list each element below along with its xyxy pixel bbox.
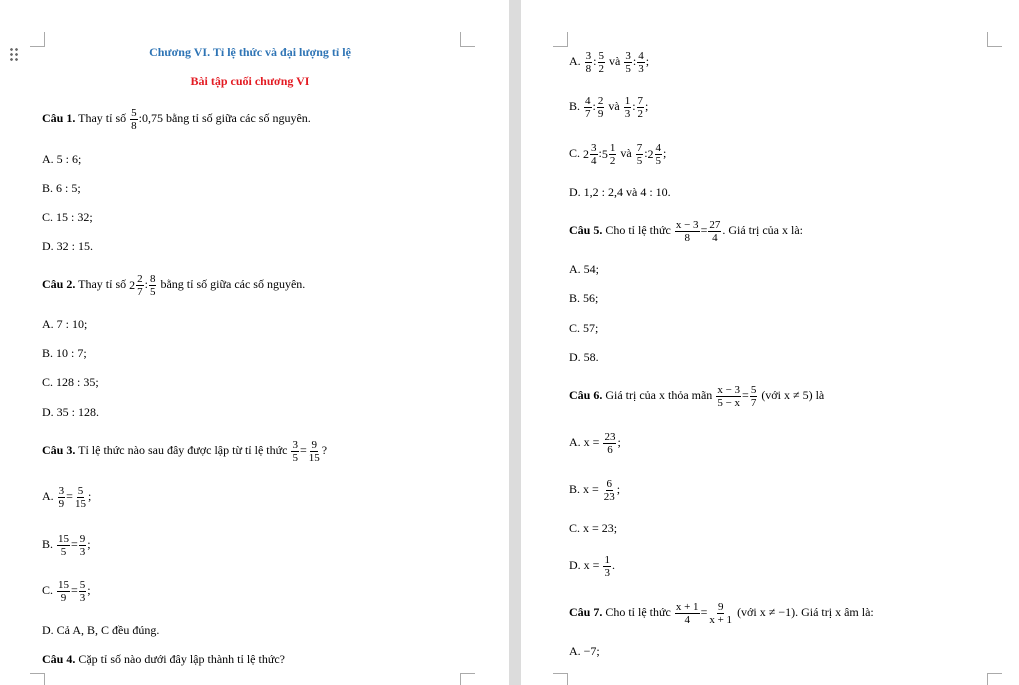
answer-option: B. 56;	[569, 291, 599, 305]
answer-option: C. x = 23;	[569, 521, 618, 535]
fraction: $\frac{8}{5}$	[149, 272, 156, 298]
margin-corner-mark	[460, 673, 475, 685]
answer-option: D. Cả A, B, C đều đúng.	[42, 623, 160, 637]
question-7: Câu 7. Cho tỉ lệ thức $\frac{x + 1}{4}$ = $\frac{9}{x + 1}$ (với x ≠ −1). Giá trị x âm là:	[569, 600, 874, 626]
answer-option: B. 10 : 7;	[42, 346, 87, 360]
question-1	[42, 104, 311, 132]
margin-corner-mark	[30, 673, 45, 685]
question-text: :0,75 bằng tỉ số giữa các số nguyên.	[138, 111, 311, 125]
document-page-right	[521, 0, 1019, 685]
answer-option: D. 1,2 : 2,4 và 4 : 10.	[569, 185, 671, 199]
fraction: $\frac{9}{15}$	[308, 438, 320, 464]
answer-option: C. 128 : 35;	[42, 375, 99, 389]
fraction: $\frac{5}{7}$	[750, 383, 757, 409]
answer-option: B. $\frac{4}{7}$ : $\frac{2}{9}$ và $\frac{1}{3}$ : $\frac{7}{2}$ ;	[569, 94, 649, 120]
question-text: Cho tỉ lệ thức	[605, 223, 671, 237]
question-label: Câu 5.	[569, 223, 603, 237]
answer-option: D. 32 : 15.	[42, 239, 93, 253]
question-text: (với x ≠ −1). Giá trị x âm là:	[737, 605, 874, 619]
fraction: $\frac{x + 1}{4}$	[675, 600, 699, 626]
section-title: Bài tập cuối chương VI	[190, 74, 310, 88]
question-text: Cho tỉ lệ thức	[605, 605, 671, 619]
question-text: (với x ≠ 5) là	[761, 388, 825, 402]
question-label: Câu 4.	[42, 652, 76, 666]
question-5: Câu 5. Cho tỉ lệ thức $\frac{x - 3}{8}$ = $\frac{27}{4}$ . Giá trị của x là:	[569, 218, 803, 244]
fraction: $\frac{9}{x + 1}$	[709, 600, 733, 626]
answer-option: B. x = $\frac{6}{23}$ ;	[569, 477, 621, 503]
question-text: Thay tỉ số	[78, 277, 127, 291]
answer-option: A. $\frac{3}{8}$ : $\frac{5}{2}$ và $\frac{3}{5}$ : $\frac{4}{3}$ ;	[569, 49, 650, 75]
question-label: Câu 3.	[42, 443, 76, 457]
question-text: bằng tỉ số giữa các số nguyên.	[160, 277, 306, 291]
answer-option: D. 58.	[569, 350, 599, 364]
margin-corner-mark	[460, 32, 475, 47]
answer-option: B. $\frac{15}{5}$ = $\frac{9}{3}$ ;	[42, 532, 91, 558]
question-text: Cặp tỉ số nào dưới đây lập thành tỉ lệ thức?	[78, 652, 285, 666]
answer-option: D. 35 : 128.	[42, 405, 99, 419]
question-text: . Giá trị của x là:	[722, 223, 803, 237]
question-label: Câu 1.	[42, 111, 76, 125]
question-label: Câu 7.	[569, 605, 603, 619]
fraction: $\frac{27}{4}$	[709, 218, 721, 244]
answer-option: A. 54;	[569, 262, 599, 276]
mixed-number: 2 $\frac{2}{7}$	[129, 272, 143, 298]
question-label: Câu 6.	[569, 388, 603, 402]
answer-option: A. 5 : 6;	[42, 152, 82, 166]
chapter-title: Chương VI. Tỉ lệ thức và đại lượng tỉ lệ	[149, 45, 351, 59]
fraction: $\frac{x - 3}{5 - x}$	[717, 383, 741, 409]
answer-option: B. 6 : 5;	[42, 181, 81, 195]
question-2: Câu 2. Thay tỉ số 2 $\frac{2}{7}$ : $\frac{8}{5}$ bằng tỉ số giữa các số nguyên.	[42, 272, 306, 298]
answer-option: C. 2 $\frac{3}{4}$ : 5 $\frac{1}{2}$ và $\frac{7}{5}$ : 2 $\frac{4}{5}$ ;	[569, 141, 667, 167]
fraction: $\frac{5}{8}$	[131, 106, 137, 132]
margin-corner-mark	[553, 32, 568, 47]
page-gutter	[509, 0, 521, 685]
question-text: Thay tỉ số	[78, 111, 127, 125]
drag-handle-icon[interactable]	[9, 47, 19, 63]
answer-option: A. x = $\frac{23}{6}$ ;	[569, 430, 621, 456]
margin-corner-mark	[553, 673, 568, 685]
question-text: Tỉ lệ thức nào sau đây được lập từ tỉ lệ thức	[78, 443, 288, 457]
question-3: Câu 3. Tỉ lệ thức nào sau đây được lập từ tỉ lệ thức $\frac{3}{5}$ = $\frac{9}{15}$ ?	[42, 438, 328, 464]
margin-corner-mark	[987, 32, 1002, 47]
answer-option: A. $\frac{3}{9}$ = $\frac{5}{15}$ ;	[42, 484, 92, 510]
question-label: Câu 2.	[42, 277, 76, 291]
fraction: $\frac{3}{5}$	[292, 438, 298, 464]
question-text: Giá trị của x thỏa mãn	[605, 388, 713, 402]
margin-corner-mark	[987, 673, 1002, 685]
question-4	[42, 652, 285, 666]
document-page-left	[0, 0, 509, 685]
answer-option: C. 15 : 32;	[42, 210, 93, 224]
answer-option: D. x = $\frac{1}{3}$ .	[569, 553, 615, 579]
answer-option: C. 57;	[569, 321, 599, 335]
answer-option: A. −7;	[569, 644, 600, 658]
answer-option: A. 7 : 10;	[42, 317, 88, 331]
question-6: Câu 6. Giá trị của x thỏa mãn $\frac{x - 3}{5 - x}$ = $\frac{5}{7}$ (với x ≠ 5) là	[569, 383, 825, 409]
answer-option: C. $\frac{15}{9}$ = $\frac{5}{3}$ ;	[42, 578, 91, 604]
fraction: $\frac{x - 3}{8}$	[675, 218, 699, 244]
